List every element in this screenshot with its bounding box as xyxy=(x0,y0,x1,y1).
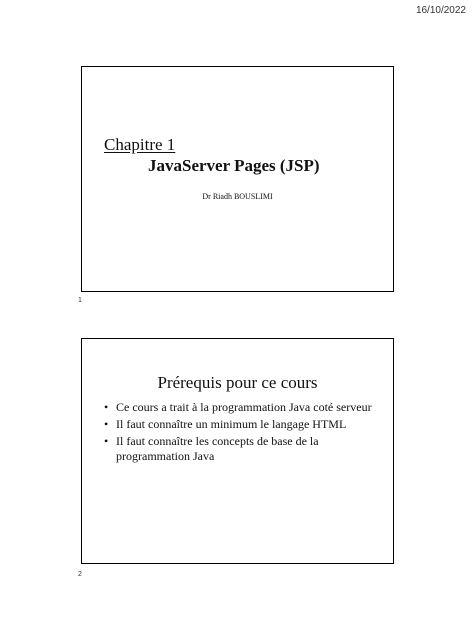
bullet-text: Ce cours a trait à la programmation Java coté serveur xyxy=(116,400,372,414)
bullet-dot-icon: • xyxy=(104,434,109,448)
slide-1 xyxy=(81,66,394,292)
bullet-item xyxy=(102,417,387,432)
bullet-item xyxy=(102,400,387,415)
bullet-item xyxy=(102,434,387,464)
chapter-label: Chapitre 1 xyxy=(104,135,176,154)
bullet-list xyxy=(102,400,387,466)
page-date: 16/10/2022 xyxy=(415,5,466,16)
author-name: Dr Riadh BOUSLIMI xyxy=(202,192,273,201)
chapter-title: JavaServer Pages (JSP) xyxy=(148,156,320,175)
slide-number-1: 1 xyxy=(78,297,82,304)
bullet-text: Il faut connaître un minimum le langage HTML xyxy=(116,417,347,431)
slide-2 xyxy=(81,338,394,564)
slide-title: Prérequis pour ce cours xyxy=(157,373,318,392)
bullet-dot-icon: • xyxy=(104,400,109,414)
bullet-dot-icon: • xyxy=(104,417,109,431)
bullet-text: Il faut connaître les concepts de base de la programmation Java xyxy=(116,434,319,463)
slide-number-2: 2 xyxy=(78,571,82,578)
